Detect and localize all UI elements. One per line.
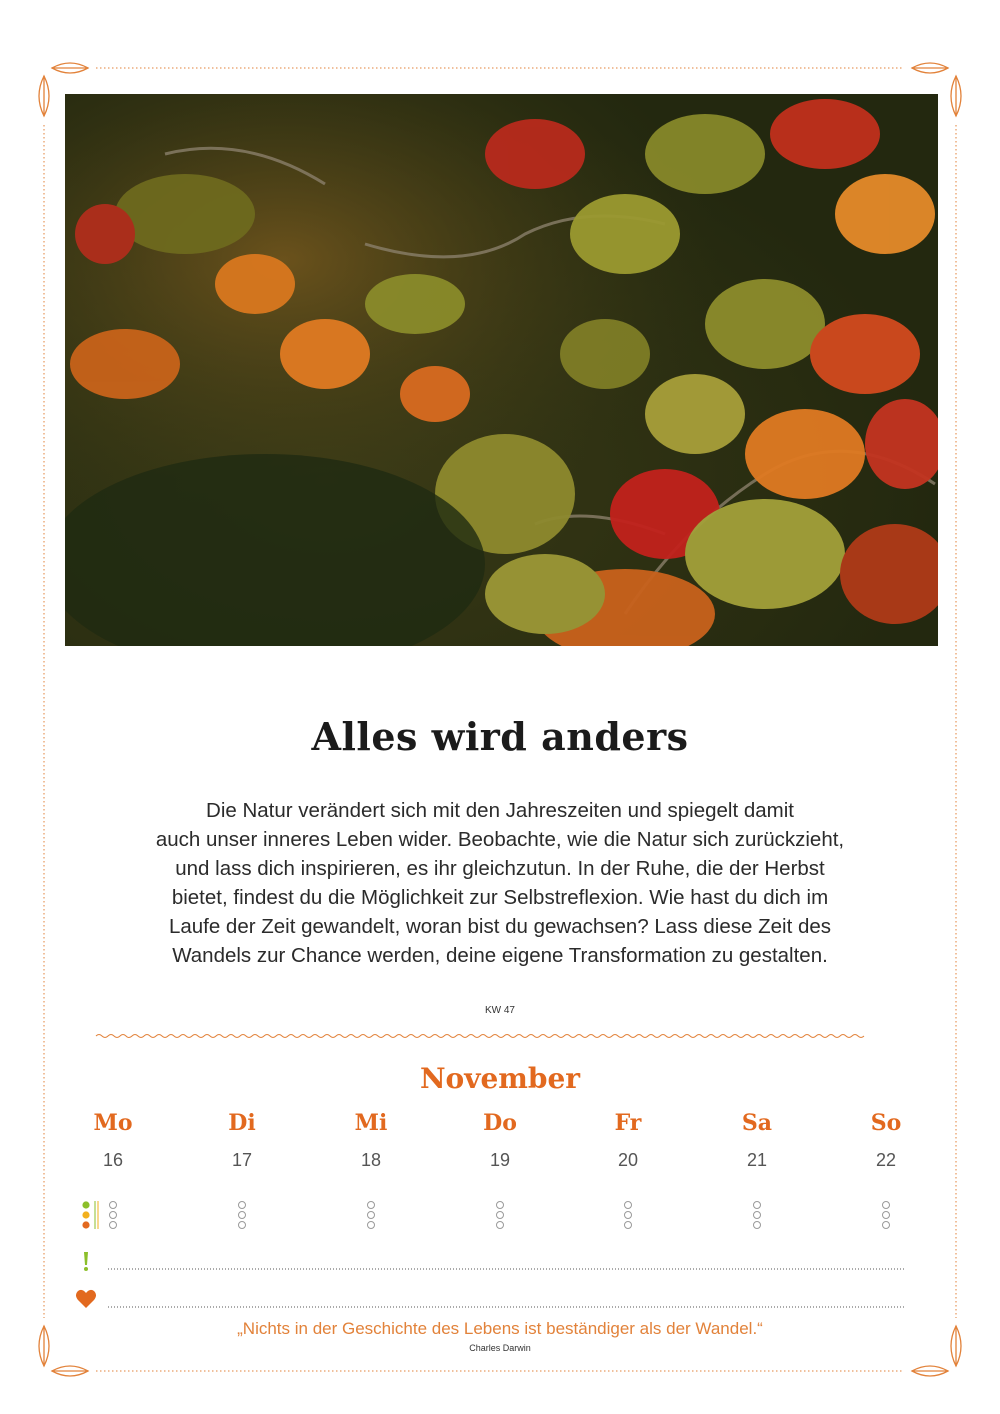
date-di: 17 [231,1150,253,1170]
date-sa: 21 [746,1150,768,1170]
calendar-tracker [0,1190,1000,1320]
body-line: Die Natur verändert sich mit den Jahreszeiten und spiegelt damit [206,799,794,822]
month-title: November [419,1062,581,1095]
body-line: Wandels zur Chance werden, deine eigene Transformation zu gestalten. [172,944,828,967]
traffic-light-dots-icon [82,1201,98,1229]
heart-icon [76,1290,96,1308]
quote-author: Charles Darwin [469,1343,531,1353]
autumn-leaves-photo [65,94,938,646]
body-line: Laufe der Zeit gewandelt, woran bist du gewachsen? Lass diese Zeit des [168,915,832,938]
weekday-mi: Mi [354,1110,388,1136]
weekday-so: So [870,1110,902,1136]
body-line: und lass dich inspirieren, es ihr gleichzutun. In der Ruhe, die der Herbst [175,857,825,880]
calendar-separator [96,1035,864,1038]
weekday-do: Do [483,1110,517,1136]
checkbox-circles [110,1202,890,1229]
date-so: 22 [875,1150,897,1170]
weekday-di: Di [228,1110,256,1136]
exclamation-icon [84,1252,88,1271]
body-line: auch unser inneres Leben wider. Beobachte, wie die Natur sich zurückzieht, [155,828,845,851]
quote-text: „Nichts in der Geschichte des Lebens ist beständiger als der Wandel.“ [237,1319,763,1338]
date-mi: 18 [360,1150,382,1170]
page-title: Alles wird anders [311,714,689,759]
body-paragraph [90,796,910,970]
date-fr: 20 [617,1150,639,1170]
weekday-fr: Fr [614,1110,642,1136]
date-mo: 16 [102,1150,124,1170]
weekday-mo: Mo [93,1110,133,1136]
weekday-sa: Sa [741,1110,773,1136]
body-line: bietet, findest du die Möglichkeit zur Selbstreflexion. Wie hast du dich im [171,886,829,909]
week-label: KW 47 [484,1005,515,1016]
date-do: 19 [489,1150,511,1170]
